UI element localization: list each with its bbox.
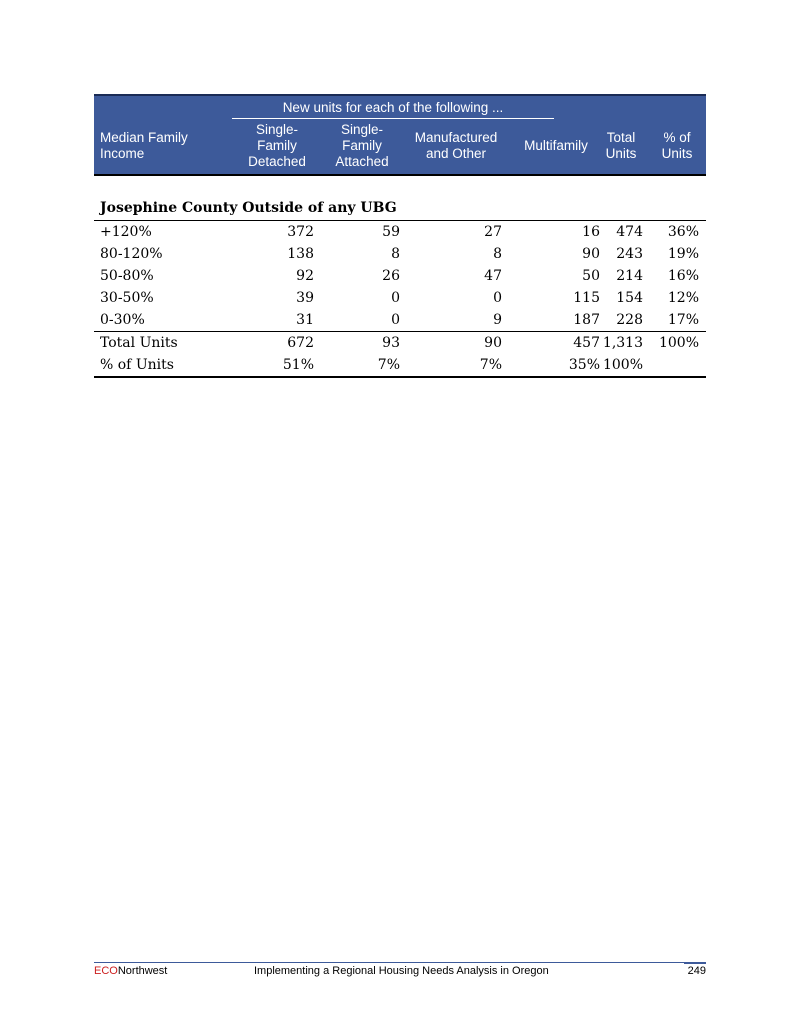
page-number: 249 [687,965,706,977]
row-label: 80-120% [100,246,163,262]
row-value: 9 [493,312,502,328]
footer-brand-rest: Northwest [117,965,168,977]
section-title: Josephine County Outside of any UBG [94,196,706,221]
housing-table [94,94,706,378]
row-value: 16 [582,224,600,240]
col-header-income: Median Family Income [100,130,188,161]
row-value: 0 [493,290,502,306]
row-value: 115 [573,290,600,306]
row-value: 59 [382,224,400,240]
row-value: 154 [616,290,643,306]
row-value: 17% [667,312,699,328]
table-row [94,221,706,243]
table-row [94,287,706,309]
table-row [94,309,706,331]
row-value: 138 [287,246,314,262]
col-header-total-units: Total Units [605,130,637,161]
row-value: 372 [287,224,314,240]
row-value: 474 [616,224,643,240]
row-value: 36% [667,224,699,240]
row-value: 90 [582,246,600,262]
total-units-row: Total Units 672 93 90 457 1,313 100% [94,331,706,354]
row-value: 19% [667,246,699,262]
row-value: 8 [391,246,400,262]
table-header [94,94,706,176]
col-header-multifamily: Multifamily [524,138,588,153]
row-value: 50 [582,268,600,284]
row-value: 16% [667,268,699,284]
row-label: +120% [100,224,152,240]
row-value: 47 [484,268,502,284]
footer-brand [94,965,167,977]
row-value: 187 [573,312,600,328]
col-header-pct-units: % of Units [661,130,693,161]
row-label: 50-80% [100,268,154,284]
page-footer [94,962,706,980]
footer-rule [94,962,706,963]
group-header-rule [232,118,554,119]
footer-title: Implementing a Regional Housing Needs Analysis in Oregon [254,965,549,977]
row-label: 30-50% [100,290,154,306]
row-value: 39 [296,290,314,306]
table-row [94,265,706,287]
col-header-manufactured: Manufactured and Other [414,130,498,161]
col-header-single-family-detached: Single- Family Detached [248,122,306,169]
row-label: 0-30% [100,312,145,328]
col-header-single-family-attached: Single- Family Attached [335,122,389,169]
row-value: 12% [667,290,699,306]
row-value: 214 [616,268,643,284]
row-value: 8 [493,246,502,262]
footer-brand-econ: ECO [94,965,118,977]
pct-units-row: % of Units 51% 7% 7% 35% 100% [100,357,643,373]
group-header: New units for each of the following ... [282,100,504,115]
row-value: 228 [616,312,643,328]
row-value: 92 [296,268,314,284]
table-row [94,243,706,265]
table-body [94,221,706,331]
row-value: 27 [484,224,502,240]
row-value: 26 [382,268,400,284]
footer-rule-accent [684,962,706,964]
row-value: 31 [296,312,314,328]
row-value: 0 [391,312,400,328]
row-value: 0 [391,290,400,306]
table-bottom-rule [94,376,706,378]
row-value: 243 [616,246,643,262]
